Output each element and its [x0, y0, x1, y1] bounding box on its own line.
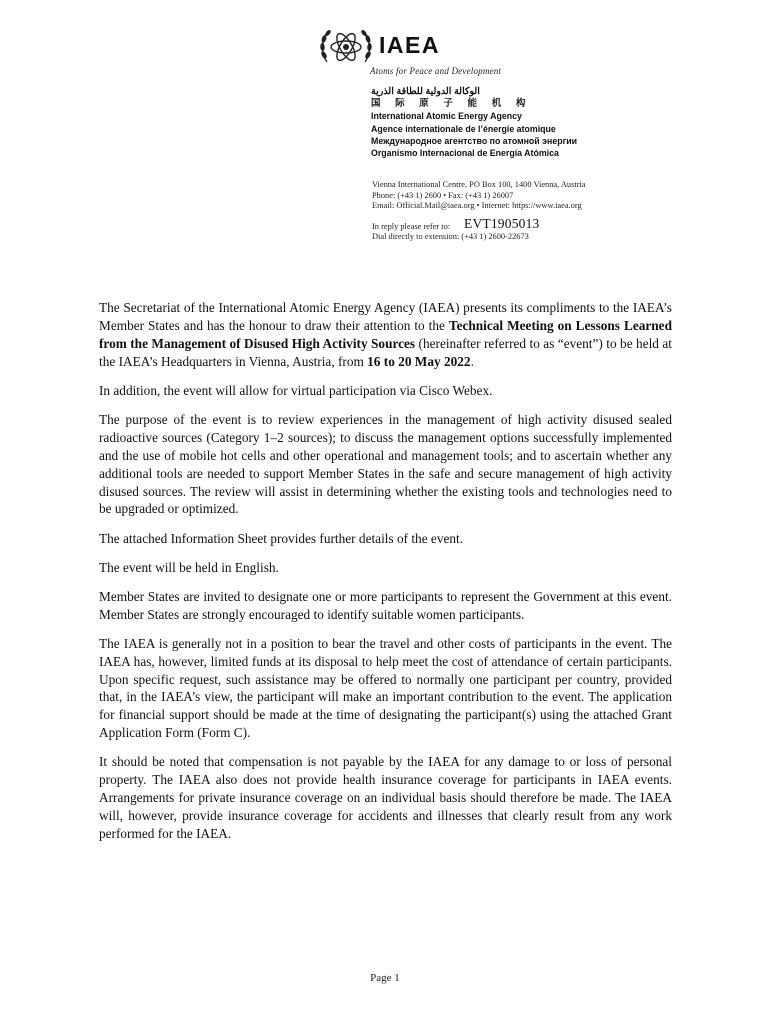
agency-name-english: International Atomic Energy Agency — [371, 111, 522, 122]
intro-text-end: . — [470, 353, 474, 369]
intro-text-cont: (hereinafter referred to as “event”) to be held at the IAEA’s Headquarters in Vienna, Austria, from — [99, 335, 672, 369]
address: Vienna International Centre, PO Box 100, 1400 Vienna, Austria — [372, 180, 586, 189]
agency-name-spanish: Organismo Internacional de Energía Atómica — [371, 148, 559, 159]
intro-text: The Secretariat of the International Atomic Energy Agency (IAEA) presents its compliments to the IAEA’s Member States and has the honour to draw their attention to the — [99, 300, 672, 333]
paragraph-funding: The IAEA is generally not in a position to bear the travel and other costs of participants in the event. The IAEA has, however, limited funds at its disposal to help meet the cost of attendance of certain participants. Upon specific request, such assistance may be offered to normally one participant per country, provided that, in the IAEA’s view, the participant will make an important contribution to the event. The application for financial support should be made at the time of designating the participant(s) using the attached Grant Application Form (Form C). — [99, 635, 672, 741]
logo — [318, 22, 738, 72]
event-title: Technical Meeting on Lessons Learned from the Management of Disused High Activity Sources — [99, 317, 672, 351]
iaea-wordmark: IAEA — [379, 32, 440, 58]
agency-names — [371, 86, 751, 159]
phone-fax: Phone: (+43 1) 2600 • Fax: (+43 1) 26007 — [372, 190, 514, 200]
letter-body — [99, 299, 672, 854]
email-internet: Email: Official.Mail@iaea.org • Internet: https://www.iaea.org — [372, 201, 582, 211]
reference-number: EVT1905013 — [464, 216, 540, 231]
paragraph-virtual: In addition, the event will allow for virtual participation via Cisco Webex. — [99, 382, 493, 398]
event-dates: 16 to 20 May 2022 — [367, 353, 471, 369]
agency-name-chinese: 国 际 原 子 能 机 构 — [371, 98, 532, 110]
paragraph-insurance: It should be noted that compensation is not payable by the IAEA for any damage to or loss of personal property. The IAEA also does not provide health insurance coverage for participants in IAEA events. Arrangements for private insurance coverage on an individual basis should therefore be made. The IAEA will, however, provide insurance coverage for accidents and illnesses that clearly result from any work performed for the IAEA. — [99, 754, 672, 841]
letterhead — [318, 22, 738, 72]
dial-extension: Dial directly to extension: (+43 1) 2600-22673 — [372, 232, 529, 241]
reply-block — [372, 217, 752, 241]
paragraph-purpose: The purpose of the event is to review experiences in the management of high activity disused sealed radioactive sources (Category 1–2 sources); to discuss the management options successfully implemented and the use of mobile hot cells and other operational and management tools; and to ascertain whether any additional tools are needed to support Member States in the safe and secure management of high activity disused sources. The review will assist in determining whether the existing tools and technologies need to be upgraded or optimized. — [99, 411, 672, 517]
contact-block — [372, 180, 752, 212]
paragraph-info-sheet: The attached Information Sheet provides further details of the event. — [99, 530, 464, 546]
paragraph-intro — [99, 299, 672, 371]
tagline: Atoms for Peace and Development — [370, 66, 502, 76]
agency-name-russian: Международное агентство по атомной энергии — [371, 135, 578, 146]
paragraph-designation: Member States are invited to designate one or more participants to represent the Government at this event. Member States are strongly encouraged to identify suitable women participants. — [99, 588, 672, 622]
iaea-emblem-icon — [318, 22, 374, 72]
reply-label: In reply please refer to: — [372, 222, 451, 231]
paragraph-language: The event will be held in English. — [99, 559, 279, 575]
page-number: Page 1 — [370, 972, 400, 984]
agency-name-arabic: الوكالة الدولية للطاقة الذرية — [371, 86, 480, 97]
agency-name-french: Agence internationale de l’énergie atomique — [371, 123, 556, 134]
